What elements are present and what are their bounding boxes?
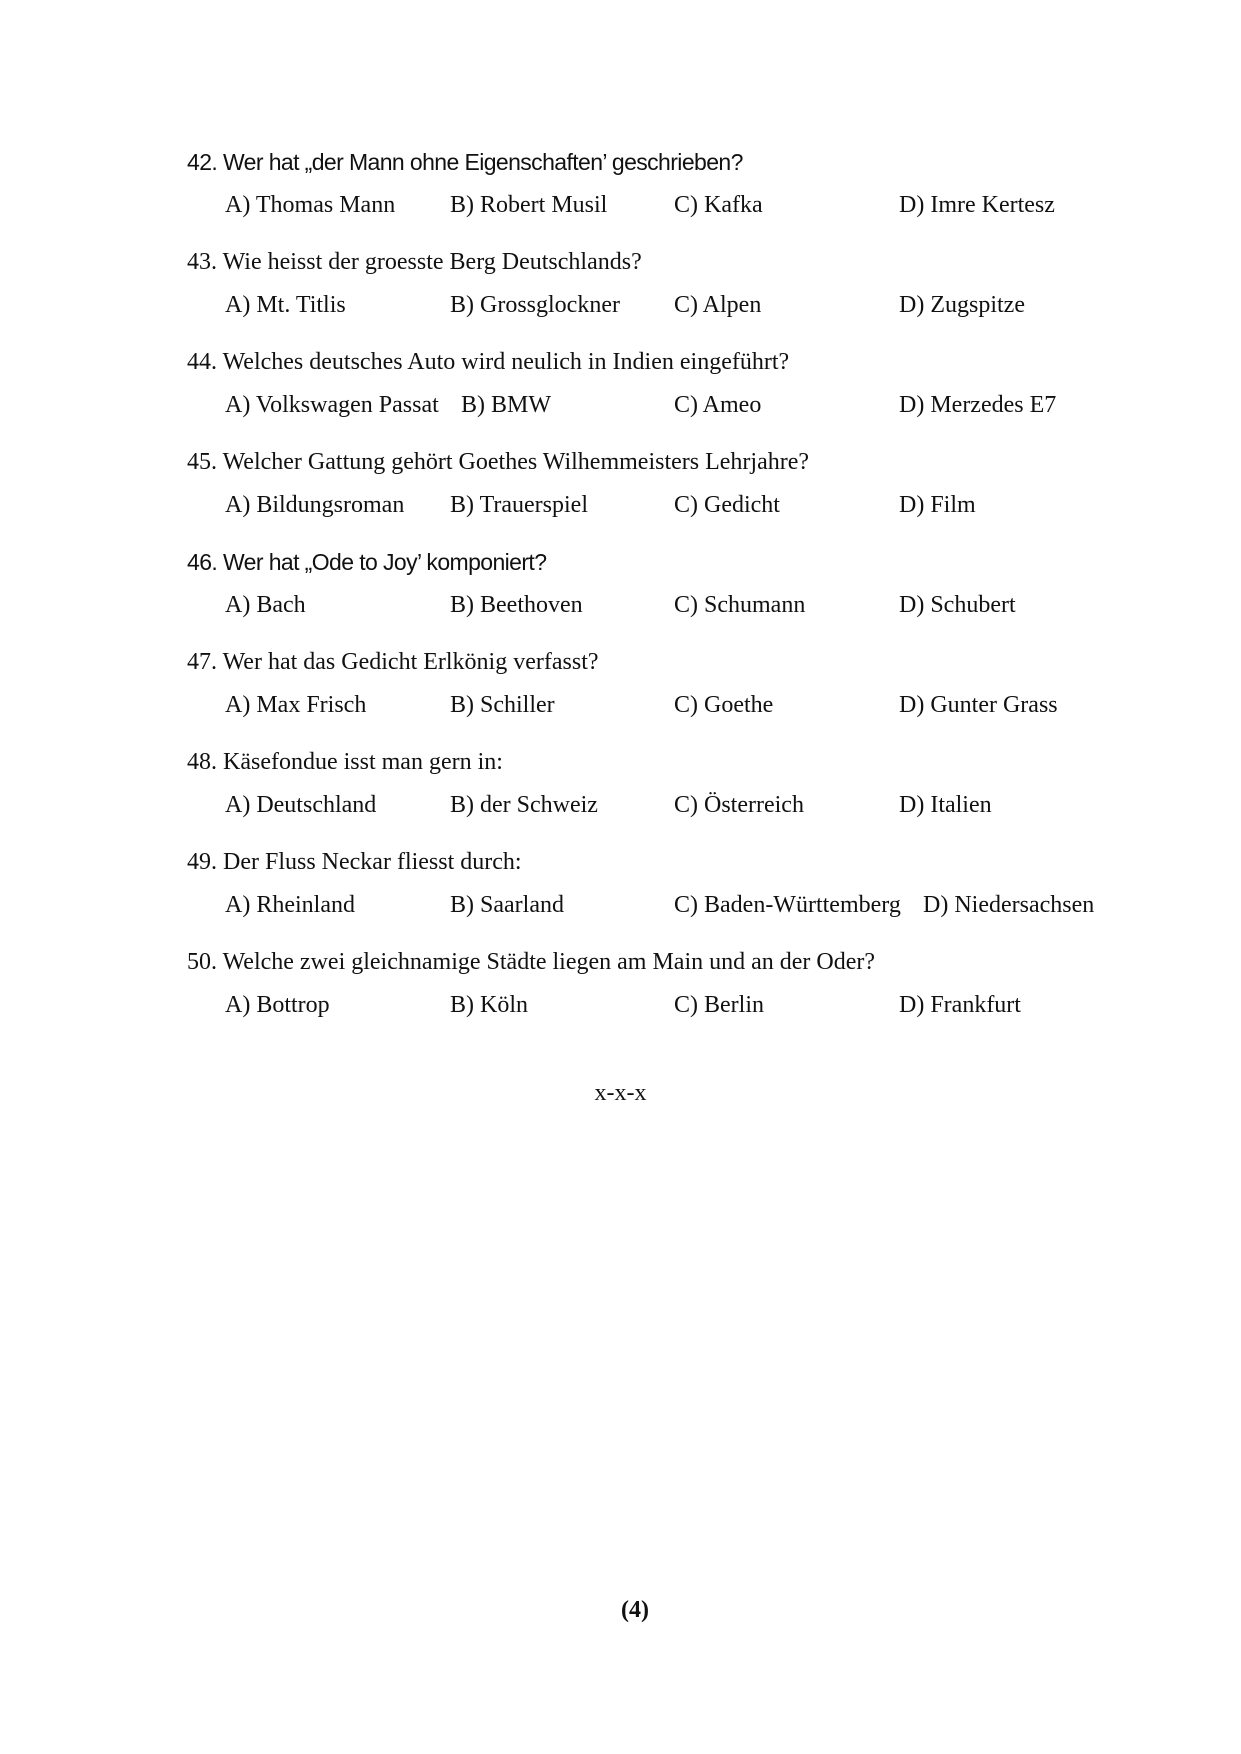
option-c: C) Schumann [674, 592, 806, 618]
option-d: D) Film [899, 492, 976, 518]
option-b: B) Grossglockner [450, 292, 620, 318]
option-a: A) Volkswagen Passat [225, 392, 439, 418]
option-b: B) Saarland [450, 892, 564, 918]
answer-options [225, 291, 1125, 319]
question-stem: Wer hat „der Mann ohne Eigenschaften’ geschrieben? [222, 149, 743, 175]
question-number: 49. [187, 849, 217, 875]
option-c: C) Ameo [674, 392, 762, 418]
question-text [187, 648, 599, 676]
question-text [187, 148, 743, 176]
question-47 [187, 640, 1127, 740]
question-stem: Welche zwei gleichnamige Städte liegen am Main und an der Oder? [222, 949, 876, 975]
answer-options [225, 891, 1125, 919]
question-text [187, 348, 789, 376]
question-46 [187, 540, 1127, 640]
question-text [187, 248, 642, 276]
option-a: A) Bach [225, 592, 306, 618]
question-42 [187, 140, 1127, 240]
question-number: 47. [187, 649, 217, 675]
option-d: D) Frankfurt [899, 992, 1021, 1018]
question-text [187, 948, 875, 976]
option-d: D) Imre Kertesz [899, 192, 1055, 218]
option-c: C) Österreich [674, 792, 804, 818]
question-stem: Wie heisst der groesste Berg Deutschlands? [222, 249, 642, 275]
option-b: B) Köln [450, 992, 528, 1018]
option-a: A) Thomas Mann [225, 192, 396, 218]
answer-options [225, 691, 1125, 719]
question-stem: Welcher Gattung gehört Goethes Wilhemmeisters Lehrjahre? [222, 449, 810, 475]
option-d: D) Italien [899, 792, 992, 818]
question-number: 44. [187, 349, 217, 375]
answer-options [225, 791, 1125, 819]
answer-options [225, 391, 1125, 419]
question-stem: Käsefondue isst man gern in: [223, 749, 503, 775]
question-text [187, 548, 546, 576]
option-a: A) Max Frisch [225, 692, 367, 718]
option-b: B) BMW [461, 392, 551, 418]
option-c: C) Kafka [674, 192, 763, 218]
question-text [187, 748, 503, 776]
option-a: A) Bottrop [225, 992, 330, 1018]
answer-options [225, 991, 1125, 1019]
page-number: (4) [621, 1597, 649, 1623]
end-mark: x-x-x [594, 1080, 647, 1106]
option-d: D) Gunter Grass [899, 692, 1058, 718]
question-stem: Wer hat das Gedicht Erlkönig verfasst? [222, 649, 599, 675]
question-stem: Wer hat „Ode to Joy’ komponiert? [222, 549, 547, 575]
option-d: D) Niedersachsen [923, 892, 1095, 918]
question-number: 50. [187, 949, 217, 975]
question-number: 46. [187, 549, 218, 575]
answer-options [225, 491, 1125, 519]
option-a: A) Deutschland [225, 792, 377, 818]
option-b: B) der Schweiz [450, 792, 598, 818]
question-stem: Welches deutsches Auto wird neulich in Indien eingeführt? [222, 349, 790, 375]
option-d: D) Zugspitze [899, 292, 1025, 318]
option-b: B) Trauerspiel [450, 492, 588, 518]
option-c: C) Goethe [674, 692, 774, 718]
option-c: C) Berlin [674, 992, 764, 1018]
option-c: C) Baden-Württemberg [674, 892, 901, 918]
option-a: A) Rheinland [225, 892, 355, 918]
option-d: D) Merzedes E7 [899, 392, 1057, 418]
question-number: 42. [187, 149, 218, 175]
option-c: C) Alpen [674, 292, 762, 318]
option-a: A) Bildungsroman [225, 492, 405, 518]
question-48 [187, 740, 1127, 840]
option-b: B) Schiller [450, 692, 555, 718]
question-number: 45. [187, 449, 217, 475]
option-b: B) Beethoven [450, 592, 583, 618]
option-d: D) Schubert [899, 592, 1016, 618]
question-text [187, 848, 522, 876]
question-text [187, 448, 809, 476]
option-c: C) Gedicht [674, 492, 780, 518]
question-49 [187, 840, 1127, 940]
question-50 [187, 940, 1127, 1040]
question-stem: Der Fluss Neckar fliesst durch: [223, 849, 522, 875]
question-43 [187, 240, 1127, 340]
question-number: 43. [187, 249, 217, 275]
question-45 [187, 440, 1127, 540]
option-a: A) Mt. Titlis [225, 292, 346, 318]
question-44 [187, 340, 1127, 440]
answer-options [225, 191, 1125, 219]
option-b: B) Robert Musil [450, 192, 608, 218]
question-list [187, 140, 1127, 1040]
answer-options [225, 591, 1125, 619]
question-number: 48. [187, 749, 217, 775]
